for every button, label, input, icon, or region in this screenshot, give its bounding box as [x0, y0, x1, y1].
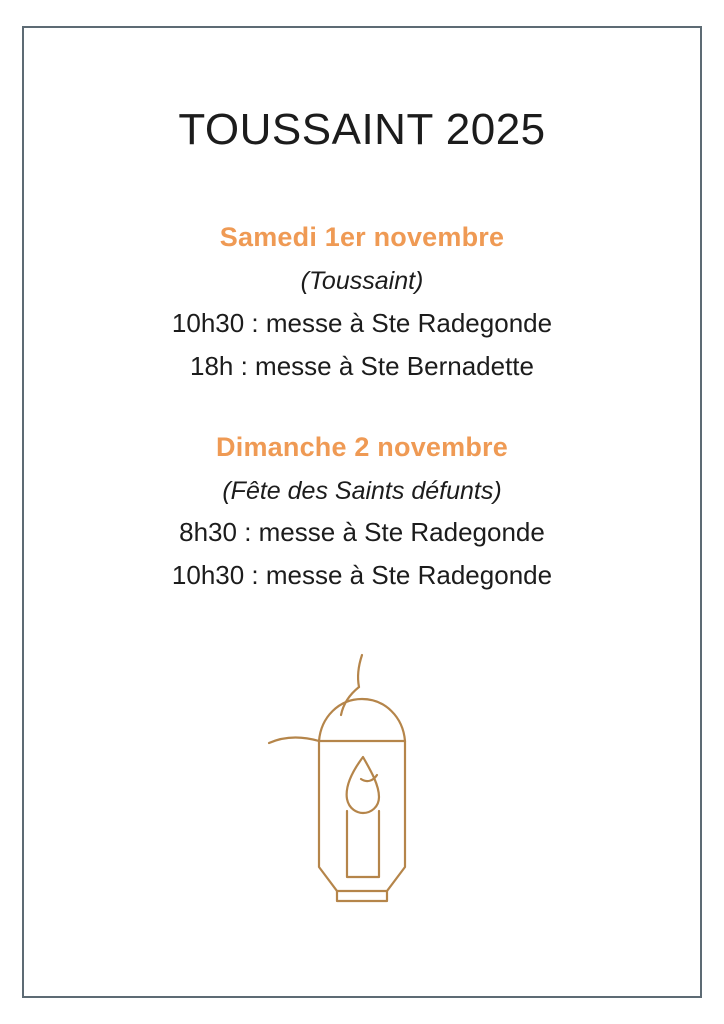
mass-line: 8h30 : messe à Ste Radegonde — [179, 517, 545, 548]
page-title: TOUSSAINT 2025 — [178, 105, 546, 154]
mass-line: 18h : messe à Ste Bernadette — [190, 350, 534, 381]
poster-content — [24, 28, 700, 996]
section-heading: Dimanche 2 novembre — [216, 431, 508, 462]
poster-frame — [22, 26, 702, 998]
mass-line: 10h30 : messe à Ste Radegonde — [171, 307, 553, 338]
lantern-candle-icon — [247, 645, 477, 925]
section-subtitle: (Fête des Saints défunts) — [222, 476, 502, 505]
mass-line: 10h30 : messe à Ste Radegonde — [171, 559, 553, 590]
schedule-section-sunday — [24, 430, 700, 593]
illustration-container — [242, 645, 482, 925]
section-heading: Samedi 1er novembre — [219, 222, 505, 253]
section-subtitle: (Toussaint) — [300, 267, 424, 296]
schedule-section-saturday — [24, 220, 700, 383]
